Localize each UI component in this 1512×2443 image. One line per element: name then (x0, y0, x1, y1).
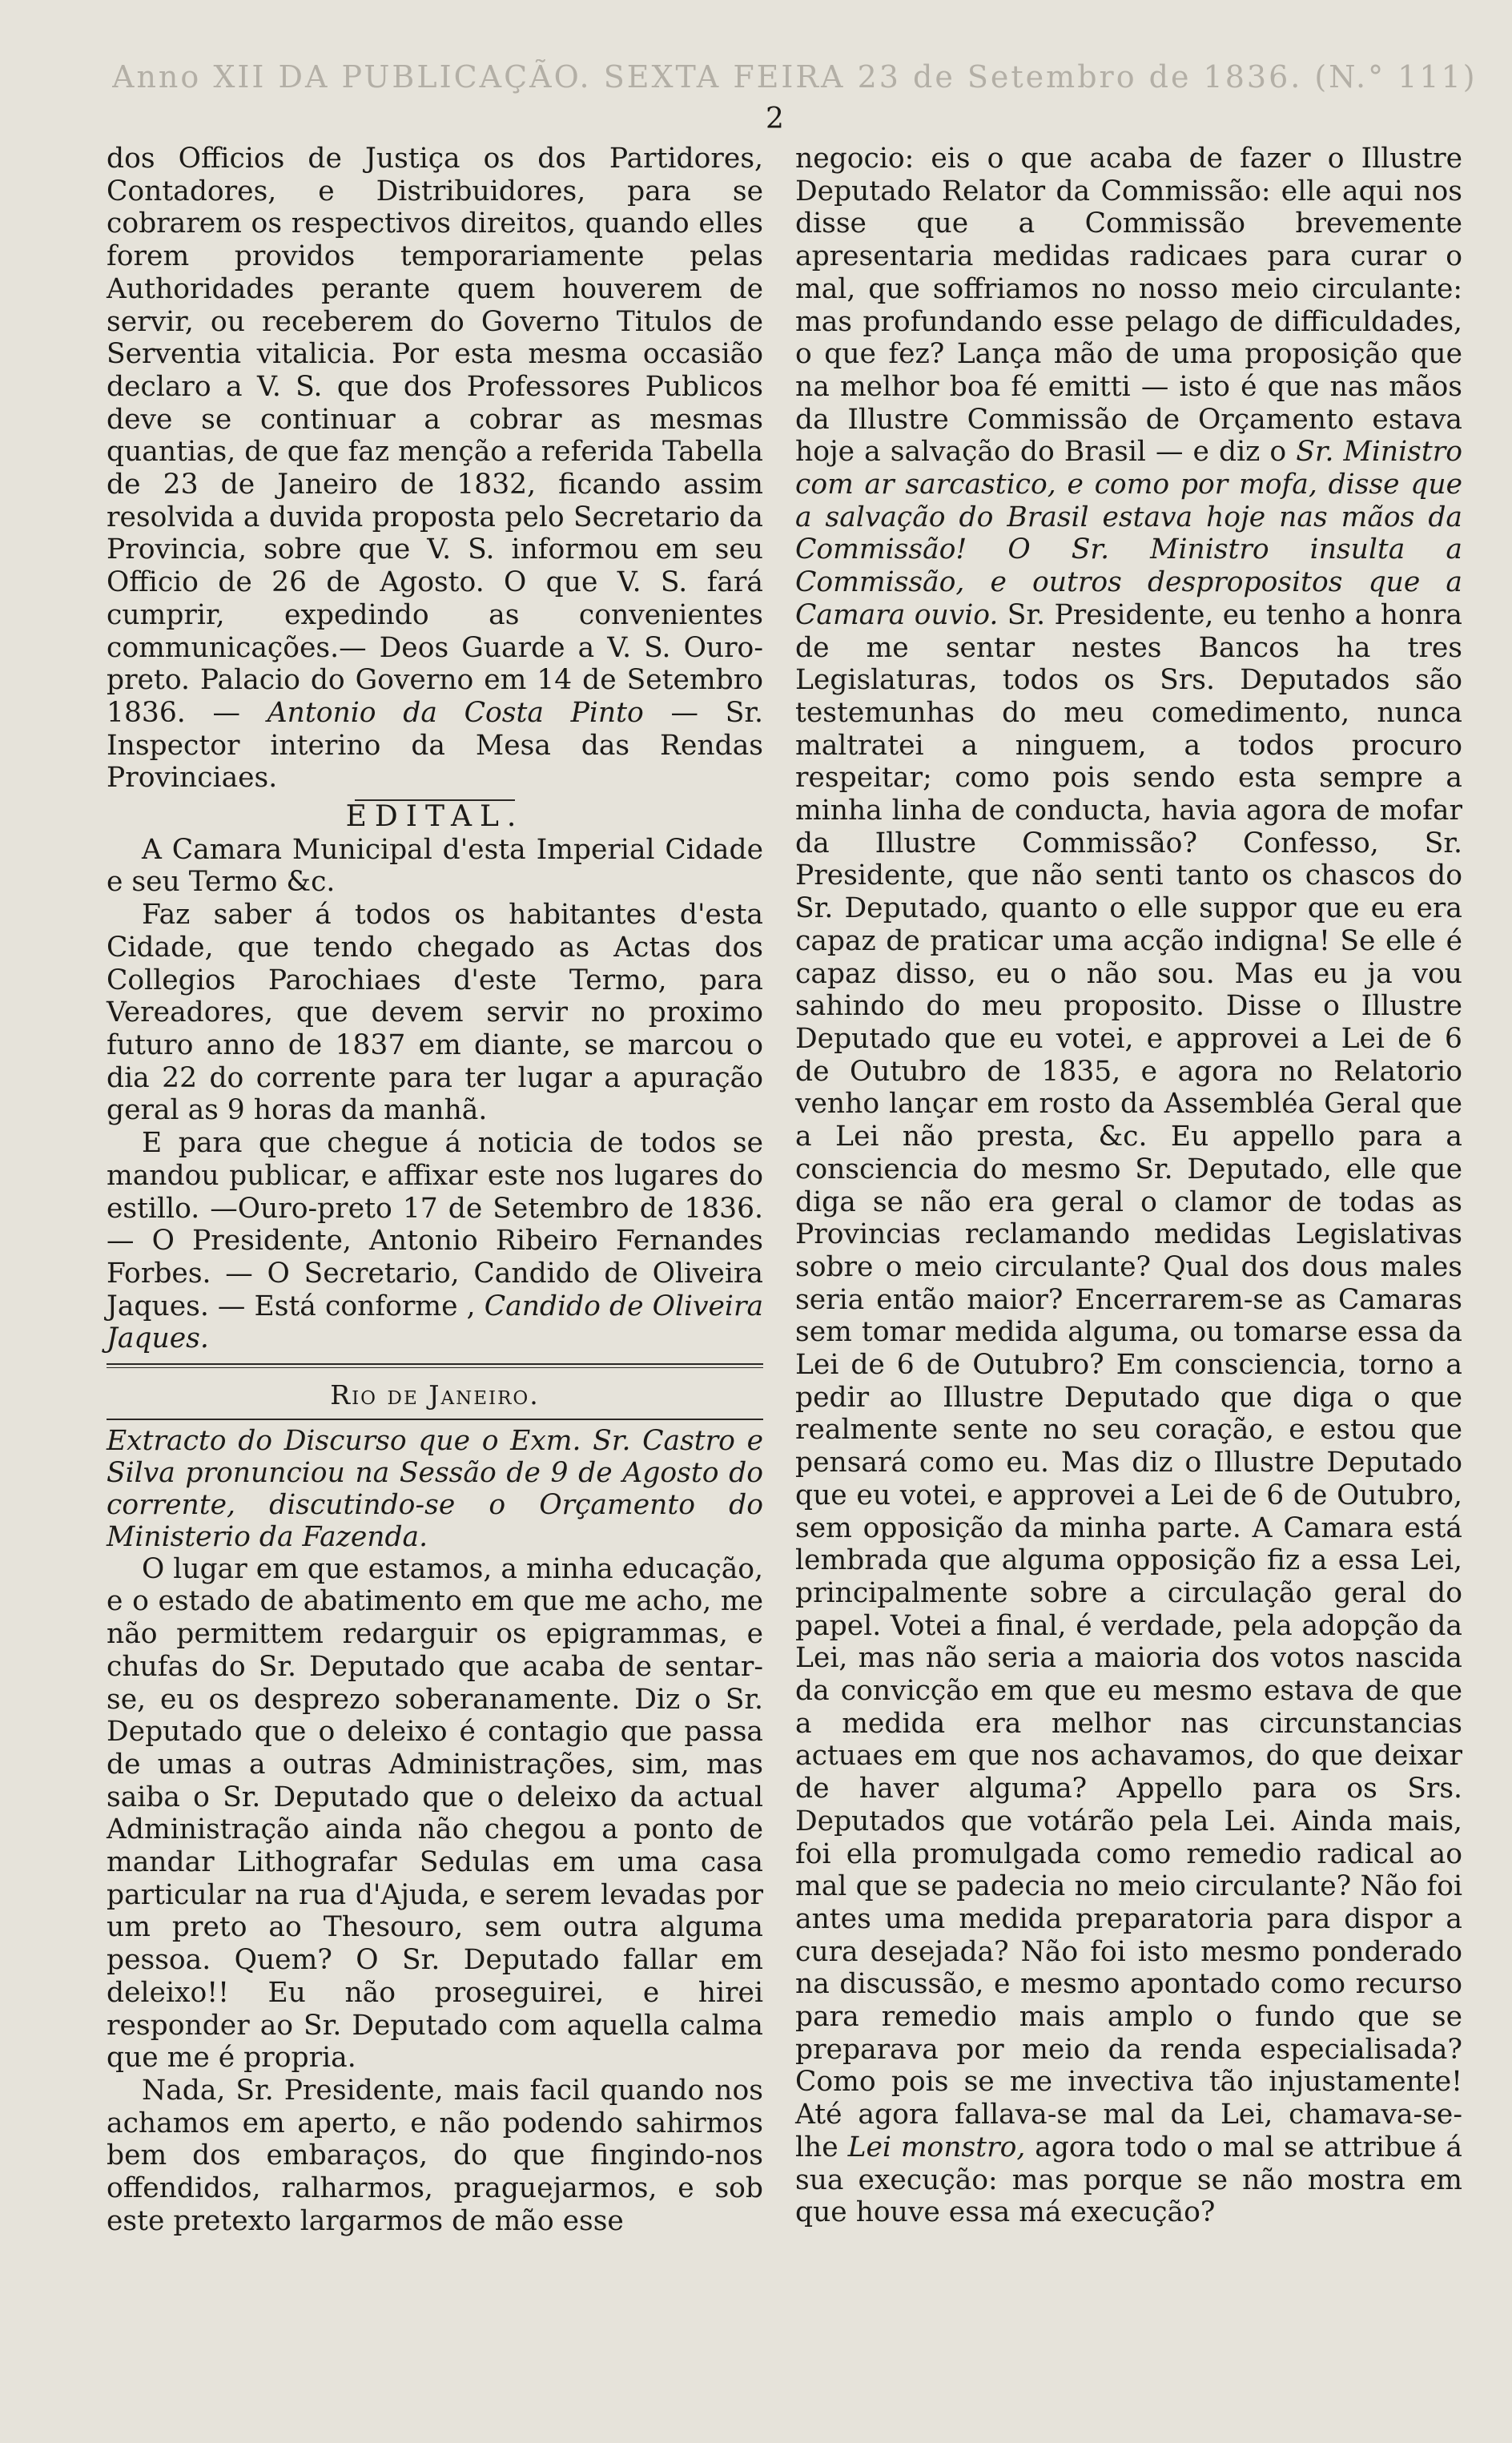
right-column (795, 143, 1462, 2229)
quoted-remark: O Sr. Ministro insulta a Commissão, e outros despropositos que a Camara ouvio. (795, 533, 1462, 631)
edital-signature: Candido de Oliveira Jaques. (107, 1290, 764, 1355)
continuation-paragraph: dos Officios de Justiça os dos Partidores, Contadores, e Distribuidores, para se cobrarem os respectivos direitos, quando elles forem providos temporariamente pelas Authoridades perante quem houverem de servir, ou receberem do Governo Titulos de Serventia vitalicia. Por esta mesma occasião declaro a V. S. que dos Professores Publicos deve se continuar a cobrar as mesmas quantias, de que faz menção a referida Tabella de 23 de Janeiro de 1832, ficando assim resolvida a duvida proposta pelo Secretario da Provincia, sobre que V. S. informou em seu Officio de 26 de Agosto. O que V. S. fará cumprir, expedindo as convenientes communicações.— Deos Guarde a V. S. Ouro-preto. Palacio do Governo em 14 de Setembro 1836. — Antonio da Costa Pinto — Sr. Inspector interino da Mesa das Rendas Provinciaes. (107, 143, 764, 795)
page-number: 2 (766, 103, 784, 135)
quoted-remark: Sr. Ministro com ar sarcastico, e como por mofa, disse que a salvação do Brasil estava hoje nas mãos da Commissão! (795, 436, 1463, 566)
quoted-term: Lei monstro, (847, 2131, 1026, 2163)
speech-paragraph: O lugar em que estamos, a minha educação, e o estado de abatimento em que me acho, me não permittem redarguir os epigrammas, e chufas do Sr. Deputado que acaba de sentar-se, eu os desprezo soberanamente. Diz o Sr. Deputado que o deleixo é contagio que passa de umas a outras Administrações, sim, mas saiba o Sr. Deputado que o deleixo da actual Administração ainda não chegou a ponto de mandar Lithografar Sedulas em uma casa particular na rua d'Ajuda, e serem levadas por um preto ao Thesouro, sem outra alguma pessoa. Quem? O Sr. Deputado fallar em deleixo!! Eu não proseguirei, e hirei responder ao Sr. Deputado com aquella calma que me é propria. (107, 1552, 763, 2075)
edital-heading: EDITAL. (345, 800, 525, 834)
speech-paragraph: Nada, Sr. Presidente, mais facil quando nos achamos em aperto, e não podendo sahirmos bem dos embaraços, do que fingindo-nos offendidos, ralharmos, praguejarmos, e sob este pretexto largarmos de mão esse (107, 2074, 763, 2237)
section-heading: Rio de Janeiro. (330, 1379, 540, 1411)
edital-paragraph: Faz saber á todos os habitantes d'esta Cidade, que tendo chegado as Actas dos Collegios Parochiaes d'este Termo, para Vereadores, que devem servir no proximo futuro anno de 1837 em diante, se marcou o dia 22 do corrente para ter lugar a apuração geral as 9 horas da manhã. (107, 899, 763, 1127)
signature: Antonio da Costa Pinto (267, 696, 644, 729)
extract-title: Extracto do Discurso que o Exm. Sr. Castro e Silva pronunciou na Sessão de 9 de Agosto do corrente, discutindo-se o Orçamento do Ministerio da Fazenda. (107, 1424, 763, 1553)
speech-continuation: negocio: eis o que acaba de fazer o Illustre Deputado Relator da Commissão: elle aqui nos disse que a Commissão brevemente apresentaria medidas radicaes para curar o mal, que soffriamos no nosso meio circulante: mas profundando esse pelago de difficuldades, o que fez? Lança mão de uma proposição que na melhor boa fé emitti — isto é que nas mãos da Illustre Commissão de Orçamento estava hoje a salvação do Brasil — e diz o Sr. Ministro com ar sarcastico, e como por mofa, disse que a salvação do Brasil estava hoje nas mãos da Commissão! O Sr. Ministro insulta a Commissão, e outros despropositos que a Camara ouvio. Sr. Presidente, eu tenho a honra de me sentar nestes Bancos ha tres Legislaturas, todos os Srs. Deputados são testemunhas do meu comedimento, nunca maltratei a ninguem, a todos procuro respeitar; como pois sendo esta sempre a minha linha de conducta, havia agora de mofar da Illustre Commissão? Confesso, Sr. Presidente, que não senti tanto os chascos do Sr. Deputado, quanto o elle suppor que eu era capaz de praticar uma acção indigna! Se elle é capaz disso, eu o não sou. Mas eu ja vou sahindo do meu proposito. Disse o Illustre Deputado que eu votei, e approvei a Lei de 6 de Outubro de 1835, e agora no Relatorio venho lançar em rosto da Assembléa Geral que a Lei não presta, &c. Eu appello para a consciencia do mesmo Sr. Deputado, elle que diga se não era geral o clamor de todas as Provincias reclamando medidas Legislativas sobre o meio circulante? Qual dos dous males seria então maior? Encerrarem-se as Camaras sem tomar medida alguma, ou tomarse essa da Lei de 6 de Outubro? Em consciencia, torno a pedir ao Illustre Deputado que diga o que realmente sente no seu coração, e estou que pensará como eu. Mas diz o Illustre Deputado que eu votei, e approvei a Lei de 6 de Outubro, sem opposição da minha parte. A Camara está lembrada que alguma opposição fiz a essa Lei, principalmente sobre a circulação geral do papel. Votei a final, é verdade, pela adopção da Lei, mas não seria a maioria dos votos nascida da convicção em que eu mesmo estava de que a medida era melhor nas circunstancias actuaes em que nos achavamos, do que deixar de haver alguma? Appello para os Srs. Deputados que votárão pela Lei. Ainda mais, foi ella promulgada como remedio radical ao mal que se padecia no meio circulante? Não foi antes uma medida preparatoria para dispor a cura desejada? Não foi isto mesmo ponderado na discussão, e mesmo apontado como recurso para remedio mais amplo o fundo que se preparava por meio da renda especialisada? Como pois se me invectiva tão injustamente! Até agora fallava-se mal da Lei, chamava-se-lhe Lei monstro, agora todo o mal se attribue á sua execução: mas porque se não mostra em que houve essa má execução? (795, 143, 1463, 2229)
edital-intro: A Camara Municipal d'esta Imperial Cidade e seu Termo &c. (107, 833, 763, 899)
section-rule (107, 1363, 763, 1368)
left-column (107, 143, 763, 2237)
heading-rule (107, 1419, 763, 1420)
recipient: — Sr. Inspector interino da Mesa das Rendas Provinciaes. (107, 696, 764, 795)
bleed-through-header: Anno XII DA PUBLICAÇÃO. SEXTA FEIRA 23 de Setembro de 1836. (N.° 111) (112, 59, 1478, 95)
edital-paragraph: E para que chegue á noticia de todos se mandou publicar, e affixar este nos lugares do estillo. —Ouro-preto 17 de Setembro de 1836. — O Presidente, Antonio Ribeiro Fernandes Forbes. — O Secretario, Candido de Oliveira Jaques. — Está conforme , Candido de Oliveira Jaques. (107, 1127, 764, 1355)
